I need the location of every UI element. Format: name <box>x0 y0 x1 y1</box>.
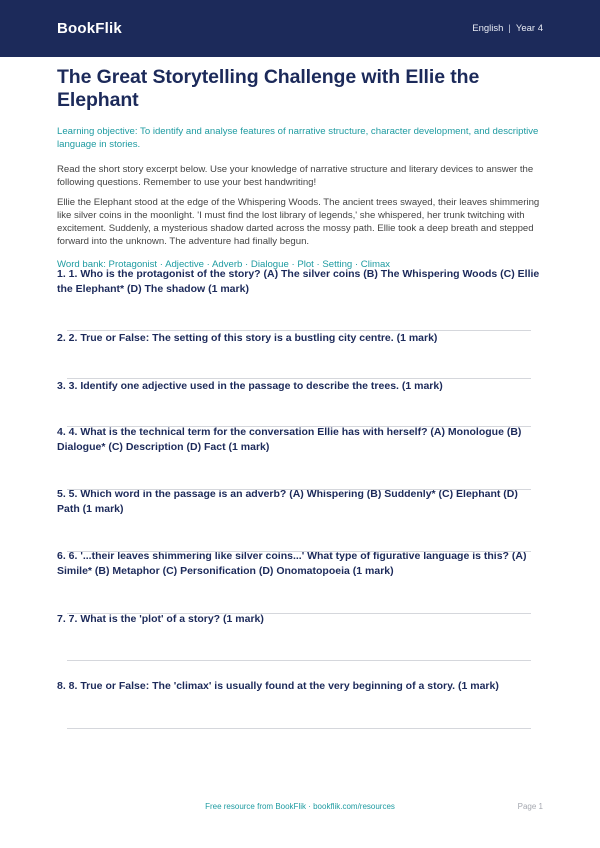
question-text: 3. 3. Identify one adjective used in the passage to describe the trees. (1 mark) <box>57 380 443 392</box>
answer-line[interactable] <box>67 551 531 552</box>
question-text: 1. 1. Who is the protagonist of the story? (A) The silver coins (B) The Whispering Woods (C) Ellie the Elephant* (D) The shadow (1 mark) <box>57 268 540 295</box>
question-2 <box>57 320 543 346</box>
learning-objective: Learning objective: To identify and analyse features of narrative structure, character development, and descriptive language in stories. <box>57 126 539 150</box>
instructions-text: Read the short story excerpt below. Use your knowledge of narrative structure and literary devices to answer the following questions. Remember to use your best handwriting! <box>57 164 534 188</box>
answer-line[interactable] <box>67 728 531 729</box>
answer-line[interactable] <box>67 489 531 490</box>
word-bank: Word bank: Protagonist · Adjective · Adverb · Dialogue · Plot · Setting · Climax <box>57 259 391 270</box>
question-text: 5. 5. Which word in the passage is an adverb? (A) Whispering (B) Suddenly* (C) Elephant (D) Path (1 mark) <box>57 488 518 515</box>
question-1 <box>57 267 543 297</box>
meta-separator: | <box>508 23 511 34</box>
subject-year-meta <box>472 23 543 34</box>
answer-line[interactable] <box>67 660 531 661</box>
worksheet-intro <box>57 66 543 271</box>
question-text: 6. 6. '...their leaves shimmering like silver coins...' What type of figurative language is this? (A) Simile* (B) Metaphor (C) Personification (D) Onomatopoeia (1 mark) <box>57 550 527 577</box>
page-title: The Great Storytelling Challenge with Ellie the Elephant <box>57 66 480 111</box>
page-footer <box>0 802 600 816</box>
question-text: 2. 2. True or False: The setting of this story is a bustling city centre. (1 mark) <box>57 332 438 344</box>
year-label: Year 4 <box>515 23 543 34</box>
story-passage: Ellie the Elephant stood at the edge of the Whispering Woods. The ancient trees swayed, their leaves shimmering like silver coins in the moonlight. 'I must find the lost library of legends,' she whispered, her trunk twitching with excitement. Suddenly, a mysterious shadow darted across the mossy path. Ellie took a deep breath and stepped forward into the unknown. The adventure had finally begun. <box>57 197 540 247</box>
answer-line[interactable] <box>67 426 531 427</box>
question-4 <box>57 416 543 455</box>
brand-logo-text[interactable]: BookFlik <box>57 20 122 37</box>
answer-line[interactable] <box>67 378 531 379</box>
question-8 <box>57 671 543 694</box>
question-5 <box>57 479 543 517</box>
subject-label: English <box>472 23 504 34</box>
question-7 <box>57 603 543 627</box>
question-6 <box>57 541 543 579</box>
page-number: Page 1 <box>517 802 543 811</box>
answer-line[interactable] <box>67 330 531 331</box>
question-text: 4. 4. What is the technical term for the conversation Ellie has with herself? (A) Monologue (B) Dialogue* (C) Description (D) Fact (1 mark) <box>57 426 522 453</box>
question-text: 7. 7. What is the 'plot' of a story? (1 mark) <box>57 613 264 625</box>
top-banner <box>0 0 600 57</box>
answer-line[interactable] <box>67 613 531 614</box>
footer-resource-link[interactable]: Free resource from BookFlik · bookflik.com/resources <box>205 802 395 811</box>
question-text: 8. 8. True or False: The 'climax' is usually found at the very beginning of a story. (1 mark) <box>57 680 499 692</box>
question-3 <box>57 368 543 394</box>
